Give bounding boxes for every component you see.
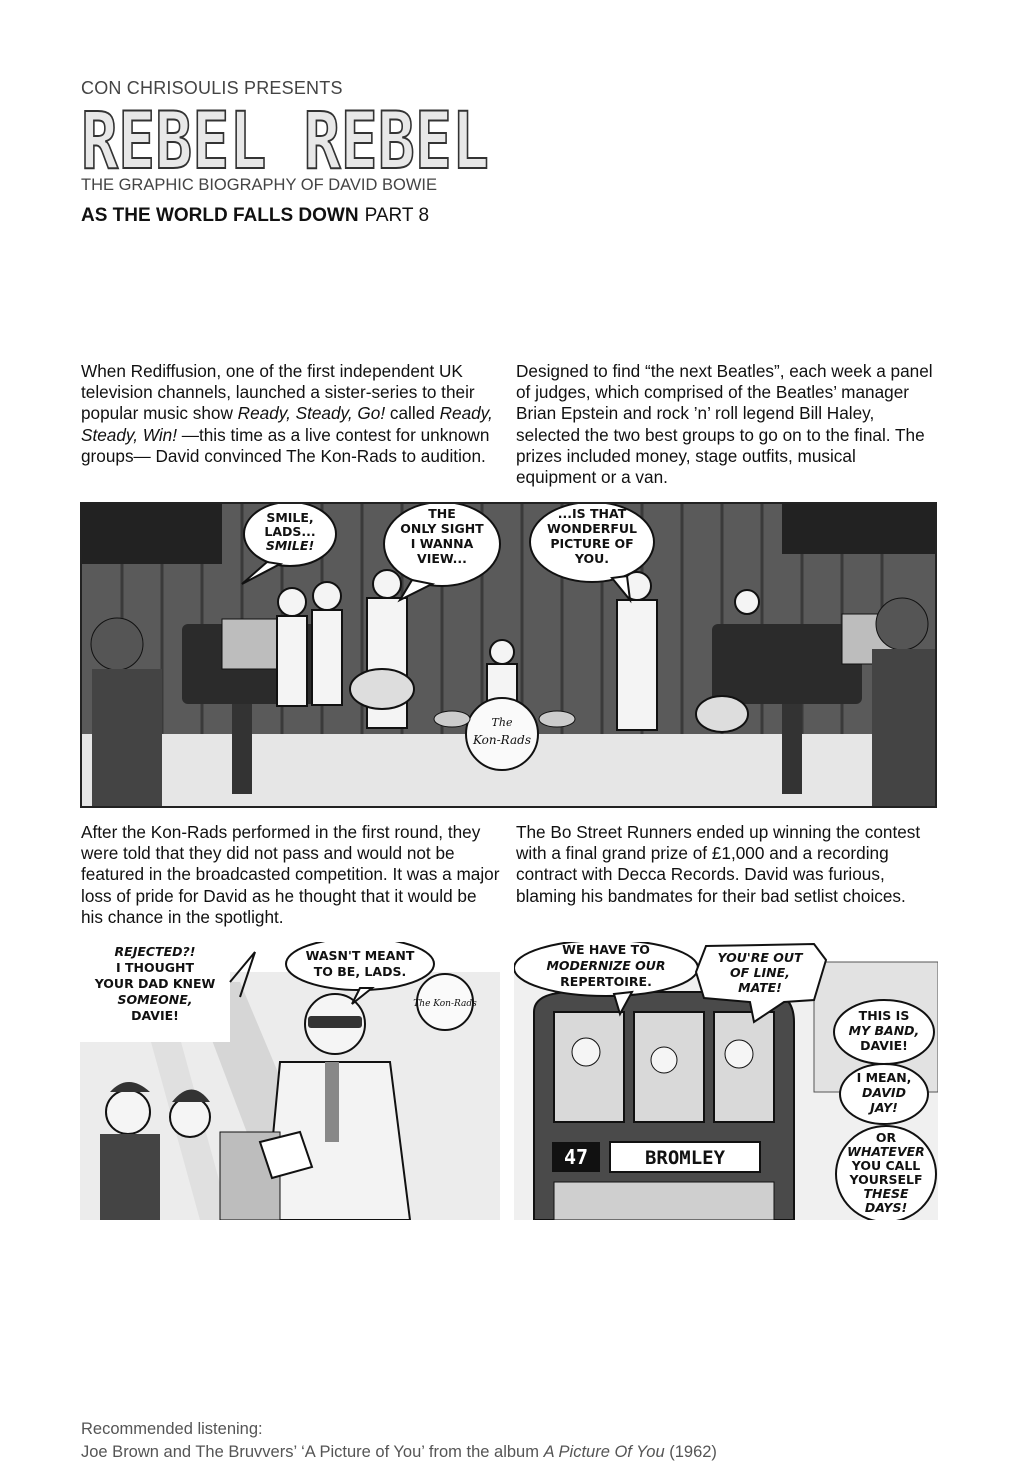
balloon-modernize-line-2: MODERNIZE OUR <box>546 958 666 973</box>
listening-track <box>81 1441 717 1464</box>
balloon-rejected-line-5: DAVIE! <box>131 1008 179 1023</box>
title-logo <box>81 108 491 174</box>
drum-logo-small: The Kon-Rads <box>413 999 477 1009</box>
balloon-view-line-1: THE <box>428 506 456 521</box>
balloon-imean-line-2: DAVID <box>862 1085 906 1100</box>
balloon-whatever-line-1: OR <box>875 1130 897 1145</box>
bus-destination: BROMLEY <box>644 1147 726 1169</box>
subtitle: THE GRAPHIC BIOGRAPHY OF DAVID BOWIE <box>81 176 438 194</box>
balloon-modernize-line-3: REPERTOIRE. <box>560 974 652 989</box>
rejection-illustration <box>80 942 500 1220</box>
chapter-name: AS THE WORLD FALLS DOWN <box>81 205 359 226</box>
balloon-picture-line-1: ...IS THAT <box>557 506 627 521</box>
show-title: Ready, Steady, Win! <box>81 403 493 445</box>
balloon-picture-line-4: YOU. <box>574 551 610 566</box>
comic-panel-rejection <box>80 942 500 1220</box>
balloon-view-line-2: ONLY SIGHT <box>400 521 484 536</box>
presents-line: CON CHRISOULIS PRESENTS <box>81 78 343 98</box>
balloon-outofline-line-3: MATE! <box>738 980 782 995</box>
album-title: A Picture Of You <box>543 1443 665 1461</box>
balloon-myband-line-2: MY BAND, <box>848 1023 920 1038</box>
intro-paragraph-1 <box>81 361 501 467</box>
recommended-listening <box>81 1418 717 1464</box>
balloon-outofline-line-2: OF LINE, <box>730 965 790 980</box>
balloon-picture-line-3: PICTURE OF <box>550 536 634 551</box>
balloon-modernize-line-1: WE HAVE TO <box>562 942 650 957</box>
drum-logo-line-1: The <box>491 716 513 729</box>
balloon-smile-line-1: SMILE, <box>266 510 314 525</box>
balloon-whatever-line-2: WHATEVER <box>847 1144 925 1159</box>
balloon-whatever-line-4: YOURSELF <box>849 1172 923 1187</box>
balloon-whatever-line-5: THESE <box>863 1186 909 1201</box>
balloon-meant-line-1: WASN'T MEANT <box>305 948 415 963</box>
text-run: When Rediffusion, one of the first independent UK television channels, launched a sister-series to their popular music show <box>81 361 475 424</box>
text-run: (1962) <box>664 1443 717 1461</box>
balloon-imean-line-3: JAY! <box>870 1100 898 1115</box>
balloon-smile-line-3: SMILE! <box>265 538 315 553</box>
balloon-view-line-3: I WANNA <box>410 536 474 551</box>
text-run: —this time as a live contest for unknown groups— David convinced The Kon-Rads to audition. <box>81 424 490 466</box>
part-number: PART 8 <box>364 205 430 226</box>
balloon-rejected-line-3: YOUR DAD KNEW <box>94 976 216 991</box>
intro-paragraph-2: Designed to find “the next Beatles”, each week a panel of judges, which comprised of the Beatles’ manager Brian Epstein and rock ’n’ roll legend Bill Haley, selected the two best groups to go on to the final. The prizes included money, stage outfits, musical equipment or a van. <box>516 361 933 488</box>
drum-logo-line-2: Kon-Rads <box>473 733 531 747</box>
balloon-whatever-line-3: YOU CALL <box>851 1158 921 1173</box>
balloon-myband-line-1: THIS IS <box>858 1008 910 1023</box>
body-paragraph-4: The Bo Street Runners ended up winning the contest with a final grand prize of £1,000 and a recording contract with Decca Records. David was furious, blaming his bandmates for their bad setlist choices. <box>516 822 921 906</box>
balloon-rejected-line-2: I THOUGHT <box>115 960 195 975</box>
comic-panel-tv-studio <box>80 502 937 808</box>
balloon-picture-line-2: WONDERFUL <box>546 521 638 536</box>
balloon-whatever-line-6: DAYS! <box>864 1200 908 1215</box>
balloon-imean-line-1: I MEAN, <box>856 1070 912 1085</box>
tv-studio-illustration <box>82 504 937 808</box>
balloon-myband-line-3: DAVIE! <box>860 1038 908 1053</box>
bus-illustration <box>514 942 938 1220</box>
title-text-outline: REBEL REBEL <box>81 108 489 174</box>
balloon-meant-line-2: TO BE, LADS. <box>313 964 407 979</box>
listening-label: Recommended listening: <box>81 1420 263 1438</box>
text-run: Joe Brown and The Bruvvers’ ‘A Picture of You’ from the album <box>81 1443 544 1461</box>
comic-panel-bus <box>514 942 938 1220</box>
balloon-rejected-line-1: REJECTED?! <box>114 944 196 959</box>
balloon-smile-line-2: LADS... <box>264 524 316 539</box>
balloon-outofline-line-1: YOU'RE OUT <box>717 950 803 965</box>
text-run: called <box>385 403 440 424</box>
balloon-view-line-4: VIEW... <box>417 551 467 566</box>
balloon-rejected-line-4: SOMEONE, <box>117 992 193 1007</box>
show-title: Ready, Steady, Go! <box>237 403 386 424</box>
bus-number: 47 <box>563 1145 589 1169</box>
body-paragraph-3: After the Kon-Rads performed in the first round, they were told that they did not pass and would not be featured in the broadcasted competition. It was a major loss of pride for David as he thought that it would be his chance in the spotlight. <box>81 822 500 927</box>
chapter-title <box>81 205 429 227</box>
